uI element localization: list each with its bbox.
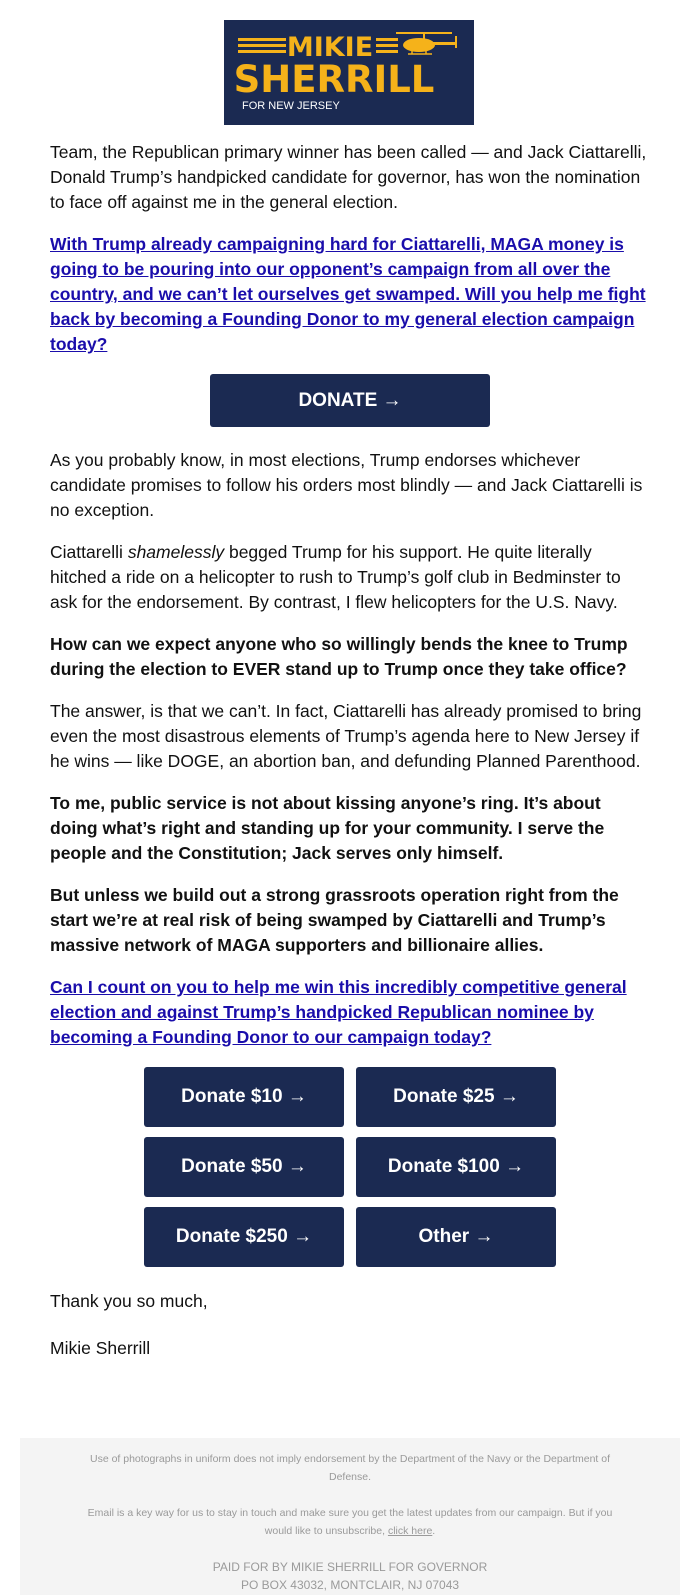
paragraph-answer: The answer, is that we can’t. In fact, Ciattarelli has already promised to bring even the most disastrous elements of Trump’s agenda here to New Jersey if he wins — like DOGE, an abortion ban, and defunding Planned Parenthood.: [50, 701, 642, 771]
cta-link-founding-donor[interactable]: With Trump already campaigning hard for Ciattarelli, MAGA money is going to be pouring into our opponent’s campaign from all over the country, and we can’t let ourselves get swamped. Will you help me fight back by becoming a Founding Donor to my general election campaign today?: [50, 234, 646, 354]
donate-10-button[interactable]: Donate $10 →: [144, 1067, 344, 1127]
paragraph-grassroots: But unless we build out a strong grassroots operation right from the start we’re at real risk of being swamped by Ciattarelli and Trump’s massive network of MAGA supporters and billionaire allies.: [50, 885, 619, 955]
cta-paragraph-1: [50, 232, 650, 357]
campaign-logo: [224, 20, 474, 125]
paragraph-helicopter: Ciattarelli shamelessly begged Trump for his support. He quite literally hitched a ride on a helicopter to rush to Trump’s golf club in Bedminster to ask for the endorsement. By contrast, I flew helicopters for the U.S. Navy.: [50, 542, 621, 612]
closing-line: Thank you so much,: [50, 1291, 208, 1311]
cta-paragraph-2: [50, 975, 650, 1050]
paid-for-line: PAID FOR BY MIKIE SHERRILL FOR GOVERNOR: [212, 1560, 488, 1574]
cta-link-count-on-you[interactable]: Can I count on you to help me win this incredibly competitive general election and against Trump’s handpicked Republican nominee by becoming a Founding Donor to our campaign today?: [50, 977, 627, 1047]
donate-50-button[interactable]: Donate $50 →: [144, 1137, 344, 1197]
logo-line2: SHERRILL: [233, 58, 435, 101]
footer-disclaimer: Use of photographs in uniform does not imply endorsement by the Department of the Navy or the Department of Defense.: [89, 1453, 611, 1483]
helicopter-icon: [396, 33, 456, 54]
signature: Mikie Sherrill: [50, 1338, 151, 1358]
logo-line1: MIKIE: [286, 32, 374, 63]
donation-amount-grid: [50, 1067, 650, 1267]
unsubscribe-link[interactable]: click here: [387, 1525, 433, 1537]
footer-email-note: Email is a key way for us to stay in touch and make sure you get the latest updates from our campaign. But if you would like to unsubscribe, click here.: [87, 1507, 613, 1537]
donate-100-button[interactable]: Donate $100 →: [356, 1137, 556, 1197]
donate-25-button[interactable]: Donate $25 →: [356, 1067, 556, 1127]
donate-button[interactable]: DONATE →: [210, 374, 490, 427]
donate-250-button[interactable]: Donate $250 →: [144, 1207, 344, 1267]
paid-for-by: [20, 1558, 680, 1594]
donate-other-button[interactable]: Other →: [356, 1207, 556, 1267]
footer: [20, 1438, 680, 1595]
emphasis-shamelessly: shamelessly: [127, 542, 225, 562]
paragraph-question: How can we expect anyone who so willingly bends the knee to Trump during the election to EVER stand up to Trump once they take office?: [50, 634, 628, 679]
address-line: PO BOX 43032, MONTCLAIR, NJ 07043: [240, 1578, 460, 1592]
paragraph-public-service: To me, public service is not about kissing anyone’s ring. It’s about doing what’s right and standing up for your community. I serve the people and the Constitution; Jack serves only himself.: [50, 793, 605, 863]
paragraph-endorsements: As you probably know, in most elections, Trump endorses whichever candidate promises to follow his orders most blindly — and Jack Ciattarelli is no exception.: [50, 450, 643, 520]
paragraph-intro: Team, the Republican primary winner has been called — and Jack Ciattarelli, Donald Trump’s handpicked candidate for governor, has won the nomination to face off against me in the general election.: [50, 142, 647, 212]
email-body: [50, 140, 650, 1378]
logo-tagline: FOR NEW JERSEY: [242, 100, 340, 112]
